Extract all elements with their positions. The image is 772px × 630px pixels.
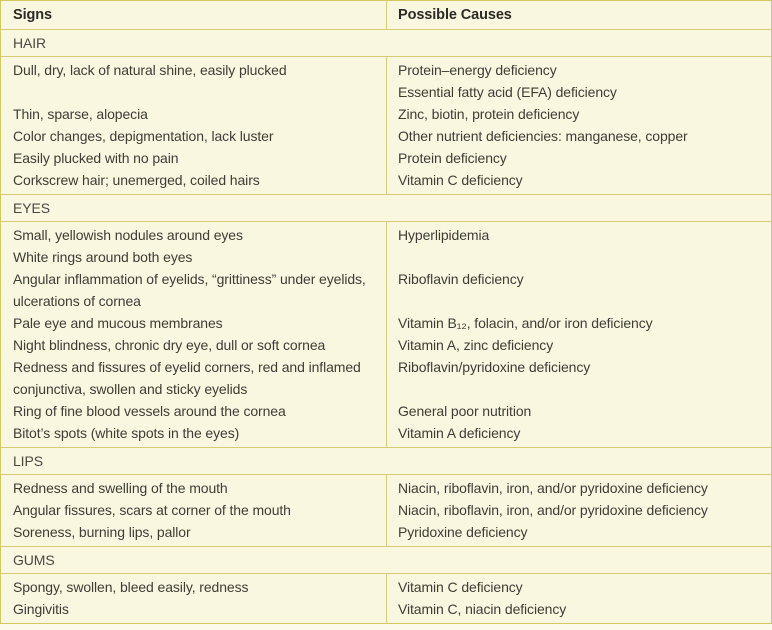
- cause-text: Vitamin A deficiency: [398, 425, 521, 441]
- sign-text: Small, yellowish nodules around eyes: [13, 227, 243, 243]
- cause-text: Niacin, riboflavin, iron, and/or pyridoxine deficiency: [398, 480, 708, 496]
- sign-text: White rings around both eyes: [13, 249, 193, 265]
- sign-cell: [1, 356, 386, 400]
- cause-cell: [386, 422, 771, 444]
- cause-text: Vitamin A, zinc deficiency: [398, 337, 554, 353]
- cause-text: Zinc, biotin, protein deficiency: [398, 106, 580, 122]
- cause-cell: [386, 400, 771, 422]
- sign-text: Gingivitis: [13, 601, 69, 617]
- sign-cell: [1, 400, 386, 422]
- cause-text: Essential fatty acid (EFA) deficiency: [398, 84, 617, 100]
- column-divider: [386, 1, 387, 29]
- cause-cell: [386, 576, 771, 598]
- cause-cell: [386, 356, 771, 400]
- sign-cell: [1, 598, 386, 620]
- column-divider: [386, 57, 387, 194]
- sign-cell: [1, 169, 386, 191]
- cause-cell: [386, 147, 771, 169]
- column-divider: [386, 222, 387, 447]
- section-body-lips: [1, 474, 771, 546]
- header-row: [1, 1, 771, 29]
- sign-cell: [1, 224, 386, 246]
- cause-text: Pyridoxine deficiency: [398, 524, 528, 540]
- sign-text: Soreness, burning lips, pallor: [13, 524, 191, 540]
- cause-text: Vitamin B₁₂, folacin, and/or iron deficiency: [398, 315, 653, 331]
- cause-cell: [386, 499, 771, 521]
- cause-text: Riboflavin deficiency: [398, 271, 524, 287]
- cause-text: Protein deficiency: [398, 150, 507, 166]
- sign-text: Easily plucked with no pain: [13, 150, 179, 166]
- column-header-signs: Signs: [13, 7, 52, 23]
- sign-cell: [1, 477, 386, 499]
- cause-cell: [386, 477, 771, 499]
- sign-text: Redness and fissures of eyelid corners, red and inflamed conjunctiva, swollen and sticky eyelids: [13, 359, 361, 397]
- sign-cell: [1, 147, 386, 169]
- sign-text: Color changes, depigmentation, lack luster: [13, 128, 274, 144]
- cause-text: Protein–energy deficiency: [398, 62, 557, 78]
- cause-text: Vitamin C deficiency: [398, 579, 523, 595]
- sign-cell: [1, 268, 386, 312]
- cause-text: Riboflavin/pyridoxine deficiency: [398, 359, 591, 375]
- section-header-eyes: EYES: [1, 194, 771, 221]
- cause-cell: [386, 312, 771, 334]
- column-divider: [386, 475, 387, 546]
- cause-cell: [386, 521, 771, 543]
- section-header-gums: GUMS: [1, 546, 771, 573]
- section-header-lips: LIPS: [1, 447, 771, 474]
- cause-cell: [386, 246, 771, 268]
- cause-cell: [386, 598, 771, 620]
- cause-cell: [386, 59, 771, 103]
- cause-text: Vitamin C, niacin deficiency: [398, 601, 567, 617]
- cause-cell: [386, 268, 771, 312]
- section-header-hair: HAIR: [1, 29, 771, 56]
- cause-text: Niacin, riboflavin, iron, and/or pyridoxine deficiency: [398, 502, 708, 518]
- sign-text: Angular inflammation of eyelids, “grittiness” under eyelids, ulcerations of cornea: [13, 271, 366, 309]
- cause-text: Vitamin C deficiency: [398, 172, 523, 188]
- sign-text: Bitot’s spots (white spots in the eyes): [13, 425, 240, 441]
- sign-cell: [1, 59, 386, 103]
- cause-cell: [386, 169, 771, 191]
- cause-cell: [386, 103, 771, 125]
- cause-text: General poor nutrition: [398, 403, 532, 419]
- sign-cell: [1, 499, 386, 521]
- sign-text: Thin, sparse, alopecia: [13, 106, 148, 122]
- cause-cell: [386, 125, 771, 147]
- section-body-gums: [1, 573, 771, 623]
- cause-text: Other nutrient deficiencies: manganese, copper: [398, 128, 688, 144]
- sign-text: Redness and swelling of the mouth: [13, 480, 228, 496]
- section-body-hair: [1, 56, 771, 194]
- sign-cell: [1, 312, 386, 334]
- sign-cell: [1, 246, 386, 268]
- section-body-eyes: [1, 221, 771, 447]
- sign-cell: [1, 576, 386, 598]
- sign-cell: [1, 103, 386, 125]
- sign-text: Dull, dry, lack of natural shine, easily plucked: [13, 62, 287, 78]
- sign-text: Ring of fine blood vessels around the cornea: [13, 403, 286, 419]
- sign-text: Angular fissures, scars at corner of the mouth: [13, 502, 291, 518]
- sign-cell: [1, 125, 386, 147]
- sign-cell: [1, 422, 386, 444]
- column-divider: [386, 574, 387, 623]
- cause-text: Hyperlipidemia: [398, 227, 490, 243]
- cause-cell: [386, 224, 771, 246]
- sign-cell: [1, 521, 386, 543]
- sign-cell: [1, 334, 386, 356]
- column-header-possible-causes: Possible Causes: [398, 7, 512, 23]
- sign-text: Night blindness, chronic dry eye, dull or soft cornea: [13, 337, 326, 353]
- sign-text: Corkscrew hair; unemerged, coiled hairs: [13, 172, 260, 188]
- sign-text: Pale eye and mucous membranes: [13, 315, 223, 331]
- cause-cell: [386, 334, 771, 356]
- sign-text: Spongy, swollen, bleed easily, redness: [13, 579, 249, 595]
